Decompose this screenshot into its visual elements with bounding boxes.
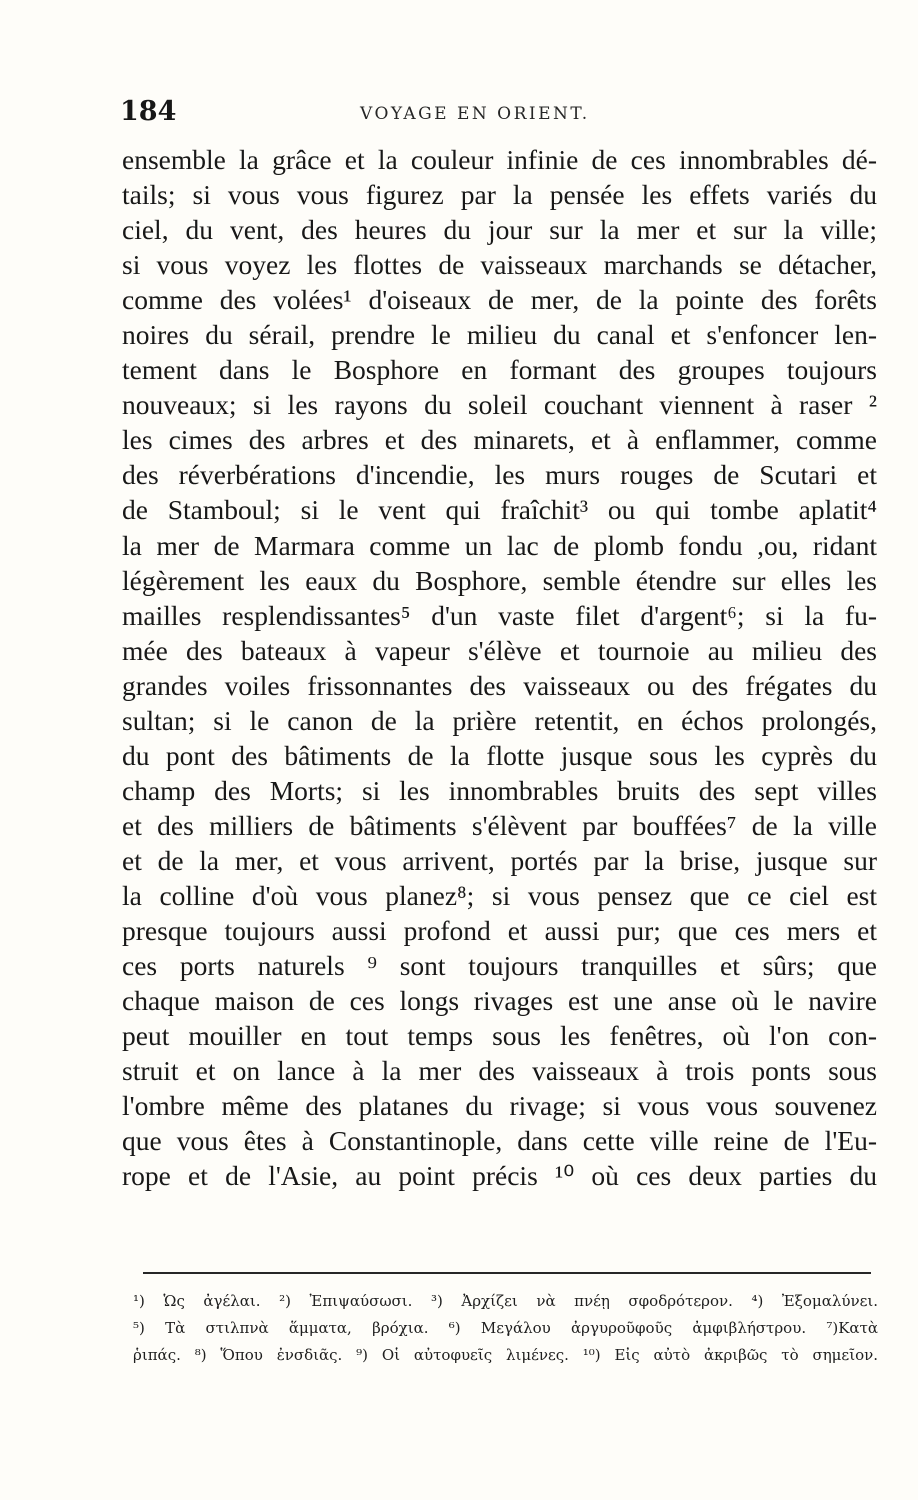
text-line: légèrement les eaux du Bosphore, semble étendre sur elles les bbox=[122, 564, 877, 596]
footnote-line: ¹) Ὡς ἀγέλαι. ²) Ἐπιψαύσωσι. ³) Ἀρχίζει νὰ πνέῃ σφοδρότερον. ⁴) Ἐξομαλύνει. bbox=[133, 1292, 878, 1310]
text-line: peut mouiller en tout temps sous les fenêtres, où l'on con- bbox=[122, 1020, 877, 1052]
text-line: tails; si vous vous figurez par la pensée les effets variés du bbox=[122, 179, 877, 211]
text-line: rope et de l'Asie, au point précis ¹⁰ où ces deux parties du bbox=[122, 1160, 877, 1192]
text-line: de Stamboul; si le vent qui fraîchit³ ou qui tombe aplatit⁴ bbox=[122, 494, 877, 526]
body-text bbox=[122, 142, 877, 1193]
footnotes bbox=[133, 1288, 878, 1369]
text-line: struit et on lance à la mer des vaisseaux à trois ponts sous bbox=[122, 1055, 877, 1087]
text-line: tement dans le Bosphore en formant des groupes toujours bbox=[122, 354, 877, 386]
text-line: mée des bateaux à vapeur s'élève et tournoie au milieu des bbox=[122, 634, 877, 666]
footnote-divider bbox=[143, 1272, 871, 1274]
page-number: 184 bbox=[120, 96, 177, 127]
footnote-line: ⁵) Τὰ στιλπνὰ ἅμματα, βρόχια. ⁶) Μεγάλου ἀργυροῦφοῦς ἀμφιβλήστρου. ⁷)Κατὰ bbox=[133, 1319, 878, 1337]
text-line: du pont des bâtiments de la flotte jusque sous les cyprès du bbox=[122, 739, 877, 771]
text-line: chaque maison de ces longs rivages est une anse où le navire bbox=[122, 985, 877, 1017]
text-line: mailles resplendissantes⁵ d'un vaste filet d'argent⁶; si la fu- bbox=[122, 599, 877, 631]
text-line: des réverbérations d'incendie, les murs rouges de Scutari et bbox=[122, 459, 877, 491]
text-line: presque toujours aussi profond et aussi pur; que ces mers et bbox=[122, 915, 877, 947]
text-line: champ des Morts; si les innombrables bruits des sept villes bbox=[122, 774, 877, 806]
text-line: ces ports naturels ⁹ sont toujours tranquilles et sûrs; que bbox=[122, 950, 877, 982]
text-line: grandes voiles frissonnantes des vaisseaux ou des frégates du bbox=[122, 669, 877, 701]
text-line: comme des volées¹ d'oiseaux de mer, de la pointe des forêts bbox=[122, 284, 877, 316]
text-line: sultan; si le canon de la prière retentit, en échos prolongés, bbox=[122, 704, 877, 736]
text-line: que vous êtes à Constantinople, dans cette ville reine de l'Eu- bbox=[122, 1125, 877, 1157]
text-line: et de la mer, et vous arrivent, portés par la brise, jusque sur bbox=[122, 844, 877, 876]
text-line: l'ombre même des platanes du rivage; si vous vous souvenez bbox=[122, 1090, 877, 1122]
text-line: si vous voyez les flottes de vaisseaux marchands se détacher, bbox=[122, 249, 877, 281]
text-line: ciel, du vent, des heures du jour sur la mer et sur la ville; bbox=[122, 214, 877, 246]
footnote-line: ῥιπάς. ⁸) Ὅπου ἐνσδιᾶς. ⁹) Οἱ αὐτοφυεῖς λιμένες. ¹⁰) Εἰς αὐτὸ ἀκριβῶς τὸ σημεῖον. bbox=[133, 1346, 878, 1364]
text-line: noires du sérail, prendre le milieu du canal et s'enfoncer len- bbox=[122, 319, 877, 351]
text-line: et des milliers de bâtiments s'élèvent par bouffées⁷ de la ville bbox=[122, 809, 877, 841]
text-line: la colline d'où vous planez⁸; si vous pensez que ce ciel est bbox=[122, 879, 877, 911]
text-line: les cimes des arbres et des minarets, et à enflammer, comme bbox=[122, 424, 877, 456]
running-title: VOYAGE EN ORIENT. bbox=[360, 104, 590, 124]
running-head bbox=[120, 96, 880, 130]
text-line: la mer de Marmara comme un lac de plomb fondu ,ou, ridant bbox=[122, 529, 877, 561]
text-line: ensemble la grâce et la couleur infinie de ces innombrables dé- bbox=[122, 144, 877, 175]
text-line: nouveaux; si les rayons du soleil couchant viennent à raser ² bbox=[122, 389, 877, 421]
